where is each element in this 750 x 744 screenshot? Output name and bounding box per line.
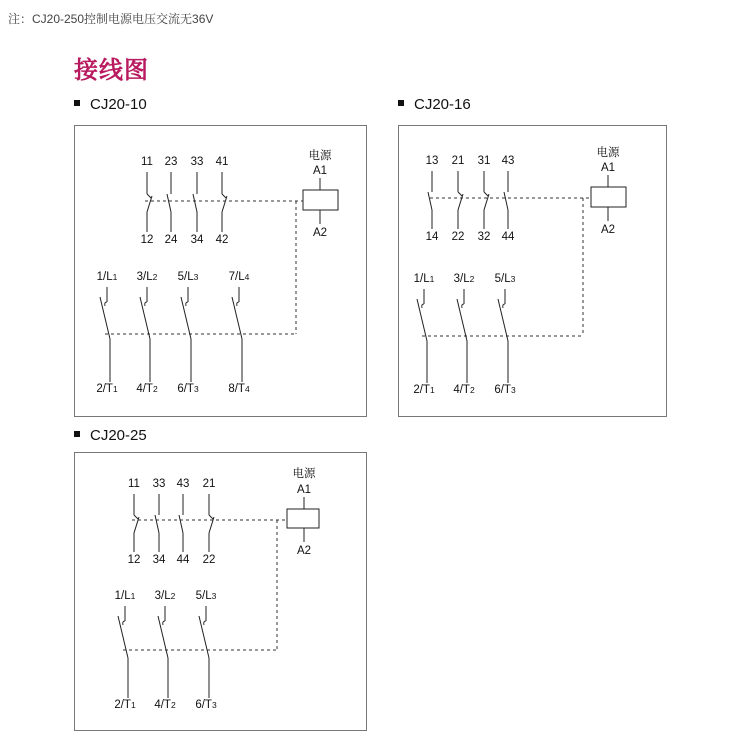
- main-terminal-label: 2/T1: [413, 384, 435, 396]
- main-contact: [199, 606, 209, 698]
- page-title: 接线图: [74, 56, 149, 84]
- contact-blade: [147, 196, 152, 212]
- aux-terminal-label: 11: [141, 156, 153, 168]
- aux-contact: [134, 494, 139, 552]
- contact-hook: [209, 515, 213, 519]
- contact-blade: [504, 192, 508, 210]
- aux-terminal-label: 12: [127, 554, 141, 566]
- aux-contact: [458, 171, 463, 229]
- main-terminal-label: 3/L2: [136, 271, 158, 283]
- aux-contact: [179, 494, 183, 552]
- contact-blade: [458, 194, 463, 210]
- coil-power-label: 电源: [292, 468, 316, 480]
- aux-contact: [167, 172, 171, 232]
- contact-arc: [503, 304, 505, 308]
- coil-terminal-a2: A2: [312, 227, 328, 239]
- main-terminal-label: 5/L3: [494, 273, 516, 285]
- aux-terminal-label: 12: [140, 234, 154, 246]
- main-terminal-label: 2/T1: [114, 699, 136, 711]
- main-contact: [158, 606, 168, 698]
- main-terminal-label: 6/T3: [494, 384, 516, 396]
- main-terminal-label: 4/T2: [136, 383, 158, 395]
- main-terminal-label: 1/L1: [413, 273, 435, 285]
- diagram-cj20-16: [413, 145, 626, 396]
- aux-terminal-label: 23: [164, 156, 178, 168]
- aux-contact: [222, 172, 227, 232]
- contact-blade: [428, 192, 432, 210]
- coil-power-label: 电源: [308, 150, 332, 162]
- main-terminal-label: 5/L3: [195, 590, 217, 602]
- coil-terminal-a1: A1: [296, 484, 312, 496]
- main-terminal-label: 3/L2: [453, 273, 475, 285]
- aux-terminal-label: 43: [501, 155, 515, 167]
- contact-arc: [123, 621, 125, 625]
- main-contact: [118, 606, 128, 698]
- aux-terminal-label: 34: [152, 554, 166, 566]
- aux-contact: [484, 171, 489, 229]
- aux-terminal-label: 33: [152, 478, 166, 490]
- contact-arc: [422, 304, 424, 308]
- main-terminal-label: 2/T1: [96, 383, 118, 395]
- aux-terminal-label: 42: [215, 234, 229, 246]
- contact-blade: [209, 517, 214, 533]
- aux-terminal-label: 11: [128, 478, 140, 490]
- aux-contact: [209, 494, 214, 552]
- coil-symbol: [591, 187, 626, 207]
- power-voltage-note: 注：CJ20-250控制电源电压交流无36V: [8, 12, 214, 26]
- contact-hook: [458, 192, 462, 196]
- contact-hook: [134, 515, 138, 519]
- contact-blade: [484, 194, 489, 210]
- aux-terminal-label: 44: [176, 554, 190, 566]
- contact-blade: [179, 515, 183, 533]
- contact-hook: [147, 194, 151, 198]
- contact-blade: [193, 194, 197, 212]
- aux-terminal-label: 31: [477, 155, 491, 167]
- aux-terminal-label: 21: [202, 478, 216, 490]
- aux-contact: [428, 171, 432, 229]
- contact-arc: [237, 302, 239, 306]
- aux-terminal-label: 21: [451, 155, 465, 167]
- coil-terminal-a1: A1: [600, 162, 616, 174]
- contact-arc: [204, 621, 206, 625]
- main-terminal-label: 6/T3: [195, 699, 217, 711]
- main-terminal-label: 8/T4: [228, 383, 250, 395]
- aux-contact: [155, 494, 159, 552]
- contact-blade: [134, 517, 139, 533]
- contact-hook: [222, 194, 226, 198]
- main-terminal-label: 4/T2: [453, 384, 475, 396]
- section-label: CJ20-10: [90, 96, 147, 113]
- aux-terminal-label: 33: [190, 156, 204, 168]
- coil-symbol: [287, 509, 319, 528]
- aux-contact: [504, 171, 508, 229]
- aux-terminal-label: 22: [451, 231, 465, 243]
- aux-terminal-label: 24: [164, 234, 178, 246]
- coil-power-label: 电源: [596, 147, 620, 159]
- section-label: CJ20-16: [414, 96, 471, 113]
- aux-contact: [147, 172, 152, 232]
- coil-terminal-a2: A2: [600, 224, 616, 236]
- coil-terminal-a2: A2: [296, 545, 312, 557]
- aux-terminal-label: 34: [190, 234, 204, 246]
- contact-arc: [105, 302, 107, 306]
- main-terminal-label: 5/L3: [177, 271, 199, 283]
- main-terminal-label: 1/L1: [96, 271, 118, 283]
- main-terminal-label: 3/L2: [154, 590, 176, 602]
- main-terminal-label: 6/T3: [177, 383, 199, 395]
- main-terminal-label: 4/T2: [154, 699, 176, 711]
- aux-terminal-label: 14: [425, 231, 439, 243]
- aux-terminal-label: 22: [202, 554, 216, 566]
- contact-blade: [155, 515, 159, 533]
- aux-terminal-label: 13: [425, 155, 439, 167]
- aux-terminal-label: 41: [215, 156, 229, 168]
- diagram-cj20-25: [114, 466, 319, 711]
- coil-terminal-a1: A1: [312, 165, 328, 177]
- contact-blade: [222, 196, 227, 212]
- contact-hook: [484, 192, 488, 196]
- contact-arc: [462, 304, 464, 308]
- diagram-cj20-10: [96, 148, 338, 395]
- main-terminal-label: 1/L1: [114, 590, 136, 602]
- main-terminal-label: 7/L4: [228, 271, 250, 283]
- section-label: CJ20-25: [90, 427, 147, 444]
- contact-arc: [145, 302, 147, 306]
- coil-symbol: [303, 190, 338, 210]
- aux-terminal-label: 32: [477, 231, 491, 243]
- aux-terminal-label: 43: [176, 478, 190, 490]
- contact-arc: [186, 302, 188, 306]
- aux-contact: [193, 172, 197, 232]
- contact-blade: [167, 194, 171, 212]
- aux-terminal-label: 44: [501, 231, 515, 243]
- contact-arc: [163, 621, 165, 625]
